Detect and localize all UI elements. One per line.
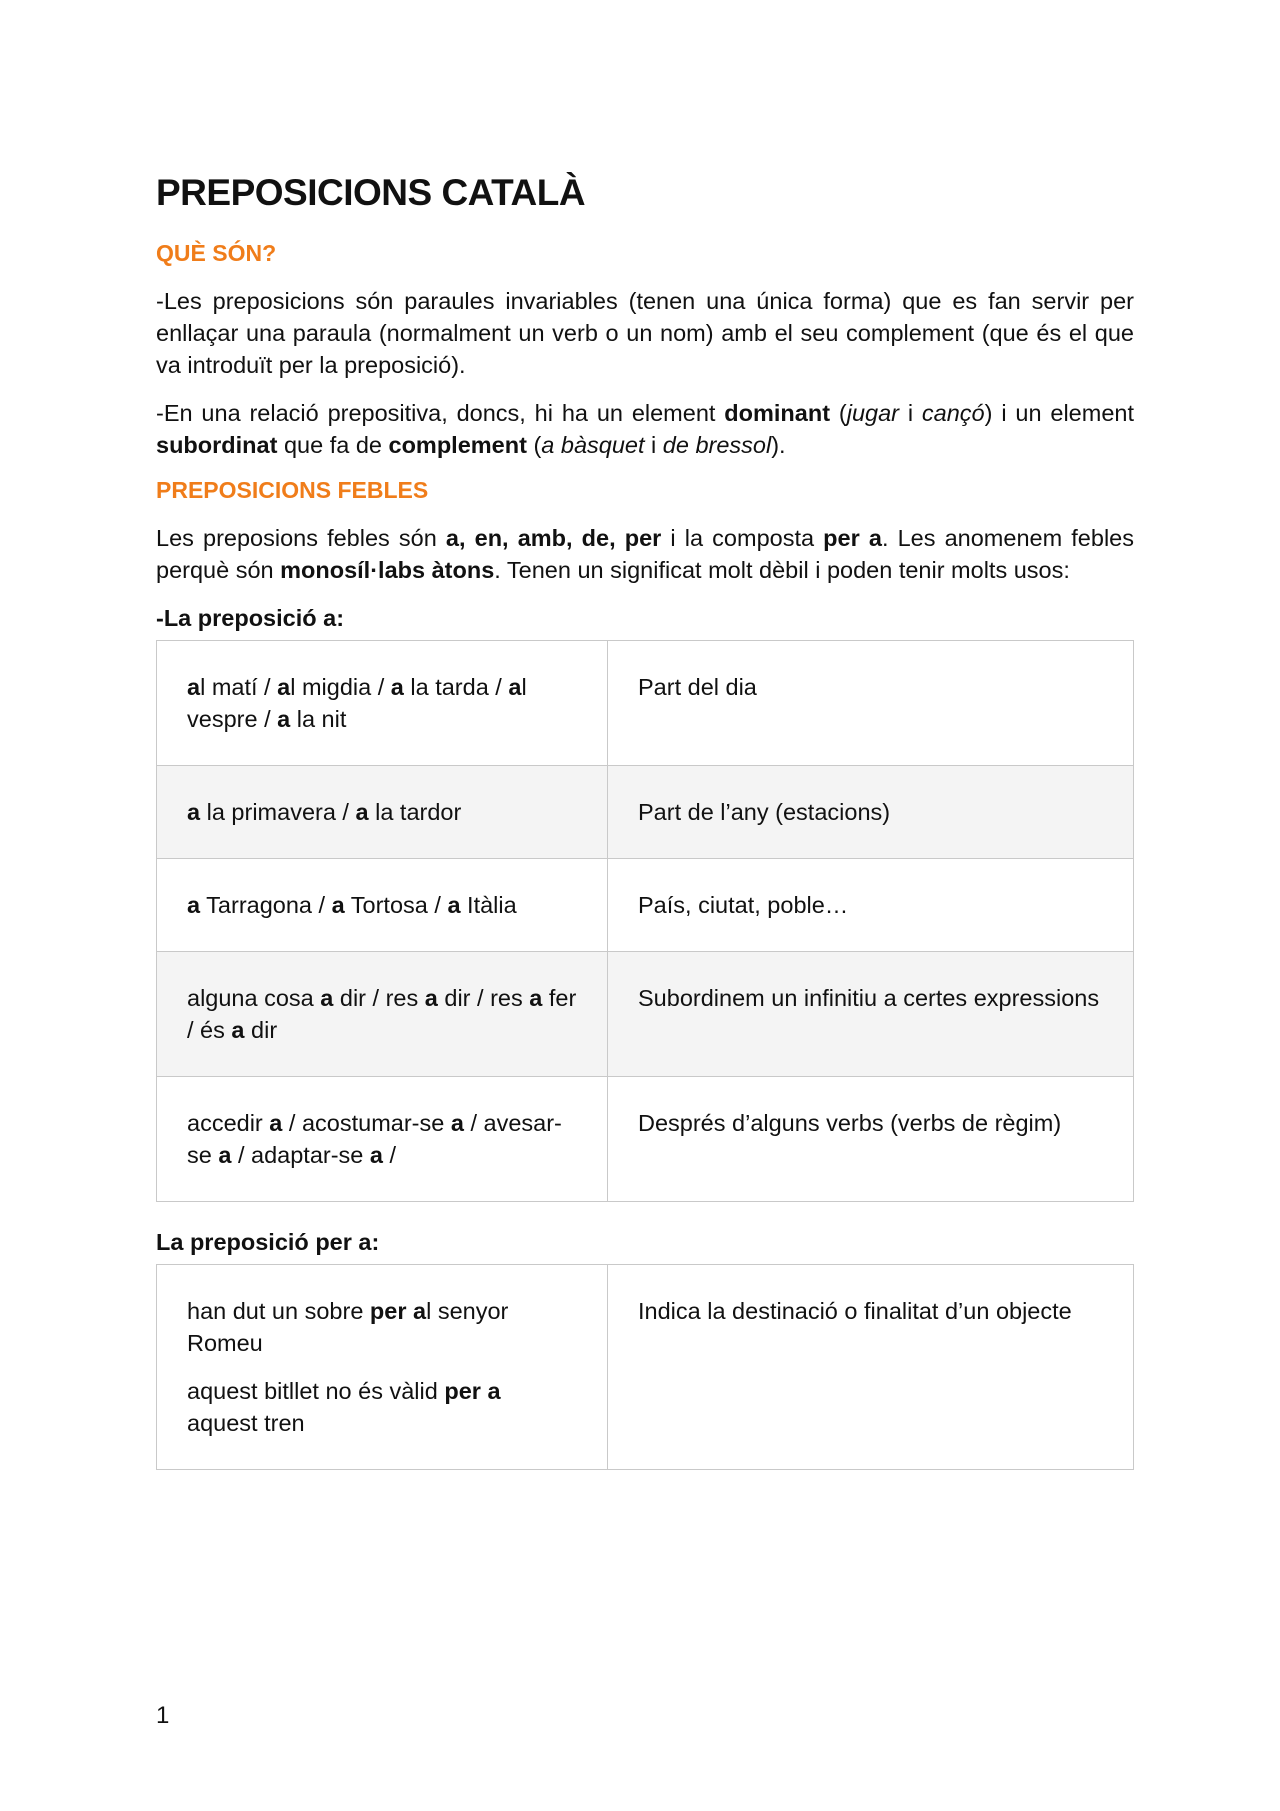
example-line [187, 796, 577, 828]
table-cell-example [157, 1265, 608, 1470]
bold-run: a [331, 892, 345, 918]
example-line [187, 982, 577, 1046]
bold-run: a [187, 799, 201, 825]
example-line [187, 1375, 577, 1439]
table-cell-example [157, 859, 608, 952]
paragraph-relation: -En una relació prepositiva, doncs, hi ha un element dominant (jugar i cançó) i un element subordinat que fa de complement (a bàsquet i de bressol). [156, 400, 1134, 458]
text-run: l migdia / [290, 674, 391, 700]
usage-text: Part del dia [638, 674, 757, 700]
text-run: han dut un sobre [187, 1298, 370, 1324]
section-heading-que-son: QUÈ SÓN? [156, 240, 277, 266]
page-title: PREPOSICIONS CATALÀ [156, 172, 586, 213]
bold-run: a [187, 892, 201, 918]
bold-run: a [424, 985, 438, 1011]
text-run: / [382, 1142, 397, 1168]
text-run: dir [244, 1017, 278, 1043]
table-cell-usage [608, 766, 1134, 859]
usage-text: Part de l’any (estacions) [638, 799, 891, 825]
text-run: / adaptar-se [231, 1142, 370, 1168]
table-row [157, 766, 1134, 859]
bold-run: per a [369, 1298, 427, 1324]
text-run: la primavera / [200, 799, 356, 825]
usage-text: Subordinem un infinitiu a certes expressions [638, 985, 1100, 1011]
bold-run: a [320, 985, 334, 1011]
bold-run: a [355, 799, 369, 825]
table-cell-usage [608, 1077, 1134, 1202]
paragraph-febles: Les preposions febles són a, en, amb, de, per i la composta per a. Les anomenem febles perquè són monosíl·labs àtons. Tenen un significat molt dèbil i poden tenir molts usos: [156, 525, 1134, 583]
bold-run: a [231, 1017, 245, 1043]
bold-run: a [450, 1110, 464, 1136]
table-cell-example [157, 641, 608, 766]
bold-run: a [369, 1142, 383, 1168]
text-run: l vespre / [187, 674, 527, 732]
text-run: dir / res [437, 985, 530, 1011]
bold-run: a [447, 892, 461, 918]
text-run: la tarda / [403, 674, 509, 700]
text-run: fer / és [187, 985, 577, 1043]
text-run: aquest tren [187, 1410, 305, 1436]
usage-text: País, ciutat, poble… [638, 892, 849, 918]
table-a-label: -La preposició a: [156, 605, 345, 631]
table-cell-example [157, 766, 608, 859]
table-row [157, 1265, 1134, 1470]
page-number: 1 [156, 1702, 170, 1729]
bold-run: a [529, 985, 543, 1011]
text-run: la tardor [368, 799, 462, 825]
text-run: l matí / [200, 674, 278, 700]
bold-run: a [269, 1110, 283, 1136]
table-cell-usage [608, 859, 1134, 952]
text-run: Itàlia [460, 892, 517, 918]
table-cell-usage [608, 952, 1134, 1077]
text-run: / avesar-se [187, 1110, 562, 1168]
text-run: / acostumar-se [282, 1110, 451, 1136]
paragraph-definition: -Les preposicions són paraules invariables (tenen una única forma) que es fan servir per enllaçar una paraula (normalment un verb o un nom) amb el seu complement (que és el que va introduït per la preposició). [156, 288, 1134, 378]
table-row [157, 641, 1134, 766]
table-cell-example [157, 952, 608, 1077]
usage-text: Després d’alguns verbs (verbs de règim) [638, 1110, 1062, 1136]
text-run: accedir [187, 1110, 270, 1136]
table-cell-usage [608, 641, 1134, 766]
text-run: alguna cosa [187, 985, 321, 1011]
table-row [157, 1077, 1134, 1202]
text-run: Tortosa / [344, 892, 448, 918]
example-line [187, 1295, 577, 1359]
usage-text: Indica la destinació o finalitat d’un objecte [638, 1298, 1072, 1324]
text-run: dir / res [333, 985, 425, 1011]
bold-run: a [277, 706, 291, 732]
table-preposicio-a [156, 640, 1134, 1202]
bold-run: a [187, 674, 201, 700]
table-cell-example [157, 1077, 608, 1202]
bold-run: a [218, 1142, 232, 1168]
example-line [187, 671, 577, 735]
table-row [157, 952, 1134, 1077]
bold-run: a [277, 674, 291, 700]
section-heading-febles: PREPOSICIONS FEBLES [156, 477, 429, 503]
bold-run: a [508, 674, 522, 700]
bold-run: a [390, 674, 404, 700]
example-line [187, 1107, 577, 1171]
bold-run: per a [444, 1378, 501, 1404]
page-content [156, 172, 1134, 1494]
table-preposicio-per-a [156, 1264, 1134, 1470]
table-cell-usage [608, 1265, 1134, 1470]
table-row [157, 859, 1134, 952]
text-run: l senyor Romeu [187, 1298, 509, 1356]
text-run: aquest bitllet no és vàlid [187, 1378, 445, 1404]
text-run: la nit [290, 706, 347, 732]
text-run: Tarragona / [200, 892, 332, 918]
example-line [187, 889, 577, 921]
table-pera-label: La preposició per a: [156, 1229, 380, 1255]
